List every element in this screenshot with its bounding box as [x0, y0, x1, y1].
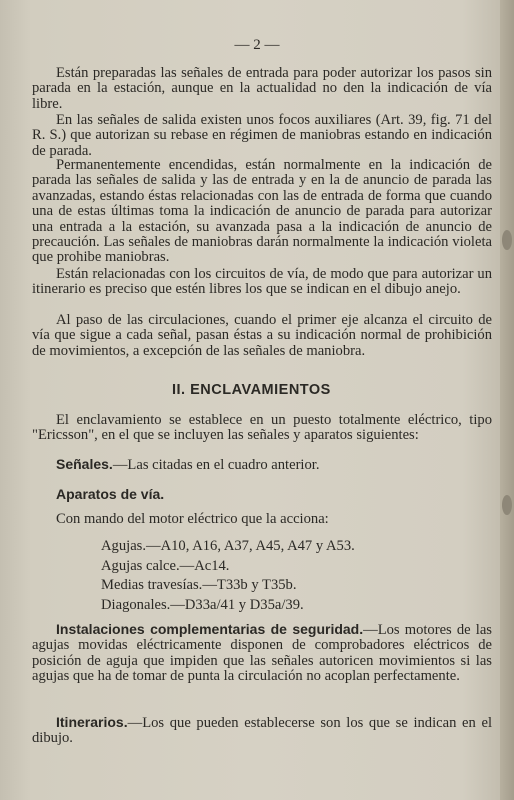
paragraph-5: Al paso de las circulaciones, cuando el primer eje alcanza el circuito de vía que sigue a cada señal, pasan éstas a su indicación normal de prohibición de movimientos, a excepción de las señales de maniobra.: [32, 312, 492, 359]
aparatos-intro: Con mando del motor eléctrico que la acciona:: [56, 511, 329, 527]
senales-entry: [32, 457, 492, 473]
paragraph-1: Están preparadas las señales de entrada para poder autorizar los pasos sin parada en la estación, aunque en la actualidad no den la indicación de vía libre.: [32, 65, 492, 112]
page-binding-edge: [500, 0, 514, 800]
aparatos-heading: Aparatos de vía.: [56, 486, 165, 502]
punch-hole: [502, 230, 512, 250]
list-item: Agujas.—A10, A16, A37, A45, A47 y A53.: [101, 538, 355, 554]
paragraph-2: En las señales de salida existen unos focos auxiliares (Art. 39, fig. 71 del R. S.) que autorizan su rebase en régimen de maniobras estando en indicación de parada.: [32, 112, 492, 159]
paragraph-4: Están relacionadas con los circuitos de vía, de modo que para autorizar un itinerario es preciso que estén libres los que se indican en el dibujo anejo.: [32, 266, 492, 298]
itinerarios-label: Itinerarios.: [56, 714, 128, 730]
paragraph-3: Permanentemente encendidas, están normalmente en la indicación de parada las señales de salida y las de entrada y en la de anuncio de parada las avanzadas, estando éstas relacionadas con las de entrada de forma que cuando una de estas últimas toma la indicación de anuncio de parada para autorizar una entrada a la estación, su avanzada pasa a la indicación de anuncio de precaución. Las señales de maniobras darán normalmente la indicación violeta que prohibe maniobras.: [32, 157, 492, 266]
list-item: Diagonales.—D33a/41 y D35a/39.: [101, 596, 304, 613]
itinerarios-entry: [32, 715, 492, 747]
list-item: Medias travesías.—T33b y T35b.: [101, 577, 297, 593]
itinerarios-text: —Los que pueden establecerse son los que se indican en el dibujo.: [32, 715, 492, 747]
instalaciones-label: Instalaciones complementarias de seguridad.: [56, 621, 364, 637]
punch-hole: [502, 495, 512, 515]
instalaciones-text: —Los motores de las agujas movidas eléctricamente disponen de comprobadores eléctricos de posición de aguja que impiden que las señales autoricen movimientos si las agujas que ha de tomar de punta la circulación no acoplan perfectamente.: [32, 622, 492, 685]
section-heading: II. ENCLAVAMIENTOS: [172, 382, 331, 398]
aparatos-list: [101, 537, 355, 615]
list-item: Agujas calce.—Ac14.: [101, 557, 230, 574]
page-number: — 2 —: [234, 37, 280, 53]
section-intro: El enclavamiento se establece en un puesto totalmente eléctrico, tipo "Ericsson", en el que se incluyen las señales y aparatos siguientes:: [32, 412, 492, 444]
senales-label: Señales.: [56, 456, 113, 472]
instalaciones-entry: [32, 622, 492, 685]
senales-text: —Las citadas en el cuadro anterior.: [112, 457, 320, 473]
